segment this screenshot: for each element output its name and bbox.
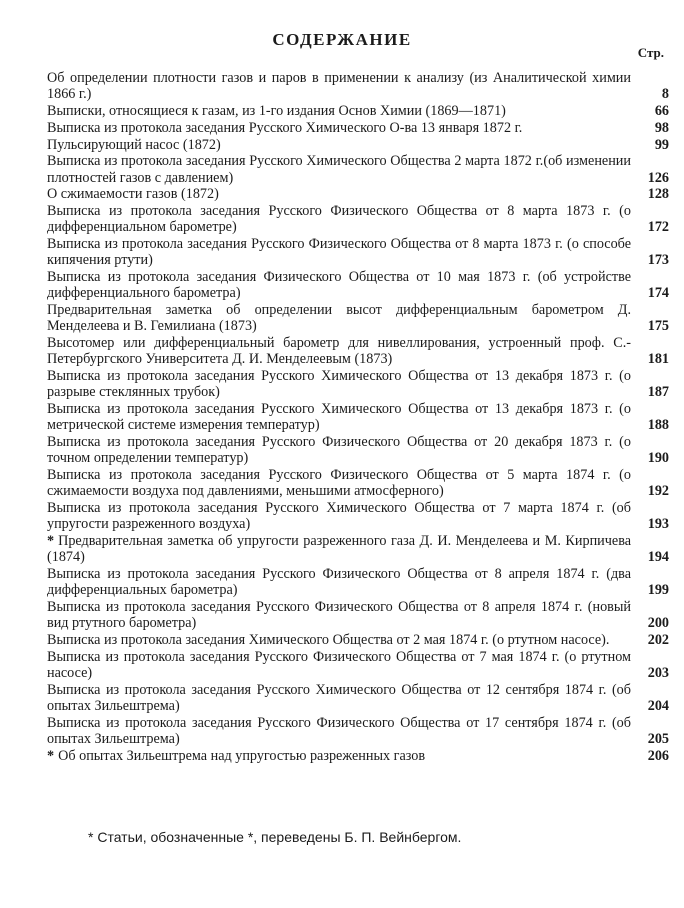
asterisk-marker: * — [47, 533, 55, 550]
toc-entry-text: Выписка из протокола заседания Русского Физического Общества от 5 марта 1874 г. (о сжимаемости воздуха под давлениями, меньшими атмосферного) — [47, 467, 631, 500]
toc-entry-page: 8 — [661, 86, 669, 103]
toc-entry — [47, 335, 669, 367]
toc-entry-text: Выписка из протокола заседания Русского Физического Общества от 8 апреля 1874 г. (новый вид ртутного барометра) — [47, 599, 631, 632]
toc-entry-text: Выписки, относящиеся к газам, из 1-го издания Основ Химии (1869—1871) — [47, 103, 506, 119]
toc-entry — [47, 533, 669, 565]
toc-entry-title — [47, 682, 639, 714]
toc-entry-text: Высотомер или дифференциальный барометр для нивеллирования, устроенный проф. С.-Петербургского Университета Д. И. Менделеевым (1873) — [47, 335, 631, 368]
toc-entry-page: 126 — [647, 169, 669, 186]
toc-entry — [47, 401, 669, 433]
toc-entry-page: 128 — [647, 186, 669, 203]
toc-entry-page: 206 — [647, 747, 669, 764]
toc-entry-title — [47, 302, 639, 334]
toc-entry-title — [47, 120, 639, 136]
toc-entry-page: 193 — [647, 516, 669, 533]
toc-entry-text: Выписка из протокола заседания Русского Физического Общества от 8 марта 1873 г. (о способе кипячения ртути) — [47, 236, 631, 269]
toc-entry-title — [47, 434, 639, 466]
toc-entry-title — [47, 467, 639, 499]
toc-entry — [47, 137, 669, 153]
toc-entry-page: 188 — [647, 417, 669, 434]
toc-entry-page: 200 — [647, 615, 669, 632]
page-column-label: Стр. — [637, 45, 664, 60]
toc-entry-text: Выписка из протокола заседания Русского Химического Общества от 12 сентября 1874 г. (об опытах Зильештрема) — [47, 681, 631, 715]
toc-list — [47, 70, 669, 765]
toc-entry — [47, 70, 669, 102]
toc-entry-title — [47, 533, 639, 565]
toc-entry-page: 181 — [647, 351, 669, 368]
toc-entry-page: 173 — [647, 252, 669, 269]
toc-entry-title — [47, 632, 639, 648]
toc-entry-title — [47, 70, 639, 102]
toc-entry-text: Выписка из протокола заседания Русского Физического Общества от 7 мая 1874 г. (о ртутном насосе) — [47, 648, 631, 682]
toc-entry-text: Пульсирующий насос (1872) — [47, 136, 221, 153]
toc-entry-title — [47, 715, 639, 747]
toc-entry-title — [47, 401, 639, 433]
toc-entry-page: 192 — [647, 483, 669, 500]
toc-entry-title — [47, 203, 639, 235]
toc-entry — [47, 269, 669, 301]
toc-entry-page: 99 — [654, 136, 669, 153]
footnote: * Статьи, обозначенные *, переведены Б. П. Вейнбергом. — [88, 829, 462, 845]
toc-entry-page: 174 — [647, 285, 669, 302]
toc-entry-page: 202 — [647, 632, 669, 649]
toc-entry-page: 187 — [647, 384, 669, 401]
toc-entry — [47, 186, 669, 202]
toc-entry-title — [47, 599, 639, 631]
toc-entry-title — [47, 649, 639, 681]
toc-entry-page: 204 — [647, 698, 669, 715]
toc-entry — [47, 120, 669, 136]
toc-entry-title — [47, 236, 639, 268]
toc-entry — [47, 599, 669, 631]
asterisk-marker: * — [47, 747, 55, 764]
toc-entry — [47, 500, 669, 532]
toc-entry-title — [47, 368, 639, 400]
toc-entry-text: Выписка из протокола заседания Русского Химического Общества от 13 декабря 1873 г. (о метрической системе измерения температур) — [47, 401, 631, 434]
toc-entry — [47, 368, 669, 400]
toc-entry-page: 175 — [647, 318, 669, 335]
toc-entry — [47, 748, 669, 764]
toc-entry-title — [47, 137, 639, 153]
toc-entry-text: Предварительная заметка об упругости разреженного газа Д. И. Менделеева и М. Кирпичева (1874) — [47, 533, 631, 566]
toc-entry — [47, 682, 669, 714]
toc-entry-title — [47, 269, 639, 301]
page-title: СОДЕРЖАНИЕ — [272, 30, 412, 49]
toc-entry — [47, 566, 669, 598]
toc-entry — [47, 632, 669, 648]
toc-entry-title — [47, 566, 639, 598]
toc-entry — [47, 467, 669, 499]
toc-entry-text: Выписка из протокола заседания Русского Химического Общества от 7 марта 1874 г. (об упругости разреженного воздуха) — [47, 500, 631, 533]
toc-entry-text: Выписка из протокола заседания Русского Физического Общества от 8 марта 1873 г. (о дифференциальном барометре) — [47, 203, 631, 236]
toc-entry — [47, 236, 669, 268]
toc-entry-title — [47, 186, 639, 202]
toc-entry-page: 66 — [654, 103, 669, 119]
toc-entry-text: Выписка из протокола заседания Русского Физического Общества от 20 декабря 1873 г. (о точном определении температур) — [47, 434, 631, 467]
toc-entry — [47, 649, 669, 681]
toc-entry-text: Выписка из протокола заседания Русского Химического О-ва 13 января 1872 г. — [47, 119, 523, 136]
toc-entry-page: 203 — [647, 665, 669, 682]
toc-entry — [47, 434, 669, 466]
toc-entry-text: Об определении плотности газов и паров в применении к анализу (из Аналитической химии 1866 г.) — [47, 70, 631, 103]
toc-entry-page: 190 — [647, 450, 669, 467]
toc-entry-text: Выписка из протокола заседания Русского Химического Общества от 13 декабря 1873 г. (о разрыве стеклянных трубок) — [47, 368, 631, 401]
toc-entry — [47, 103, 669, 119]
toc-entry-title — [47, 103, 639, 119]
toc-entry-text: Об опытах Зильештрема над упругостью разреженных газов — [58, 747, 426, 764]
toc-entry-page: 205 — [647, 731, 669, 748]
toc-entry — [47, 715, 669, 747]
toc-entry-title — [47, 500, 639, 532]
toc-entry-text: Предварительная заметка об определении высот дифференциальным барометром Д. Менделеева и В. Гемилиана (1873) — [47, 302, 631, 335]
toc-entry-text: Выписка из протокола заседания Физического Общества от 10 мая 1873 г. (об устройстве дифференциального барометра) — [47, 269, 631, 302]
toc-entry-page: 199 — [647, 582, 669, 599]
toc-entry-title — [47, 153, 639, 185]
toc-entry-page: 98 — [654, 119, 669, 136]
toc-entry-text: Выписка из протокола заседания Русского Физического Общества от 17 сентября 1874 г. (об опытах Зильештрема) — [47, 714, 631, 748]
toc-entry-page: 194 — [647, 549, 669, 566]
toc-entry-page: 172 — [647, 219, 669, 236]
toc-entry-text: Выписка из протокола заседания Русского Химического Общества 2 марта 1872 г.(об изменении плотностей газов с давлением) — [47, 153, 631, 186]
toc-entry — [47, 302, 669, 334]
toc-entry-text: Выписка из протокола заседания Химического Общества от 2 мая 1874 г. (о ртутном насосе). — [47, 632, 610, 649]
toc-entry-title — [47, 748, 639, 764]
toc-entry-title — [47, 335, 639, 367]
toc-entry-text: Выписка из протокола заседания Русского Физического Общества от 8 апреля 1874 г. (два дифференциальных барометра) — [47, 566, 631, 599]
toc-entry — [47, 153, 669, 185]
toc-entry-text: О сжимаемости газов (1872) — [47, 186, 219, 203]
toc-entry — [47, 203, 669, 235]
